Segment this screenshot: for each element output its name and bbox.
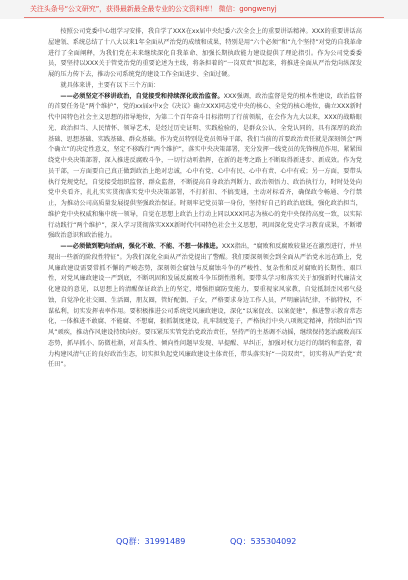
banner-divider — [24, 17, 384, 18]
top-banner — [0, 0, 408, 19]
section-1 — [48, 92, 362, 243]
section-1-heading: ——必须坚定不移讲政治，自觉接受和持续深化政治监督。 — [60, 92, 224, 100]
document-body — [48, 27, 362, 371]
summary-paragraph: 就具体来讲，主要有以下三个方面： — [60, 81, 160, 89]
section-2-body: XXX指出，“腐败和反腐败较量还在激烈进行，并呈现出一些新的阶段性特征”。为我们深化全面从严治党提出了警醒。我们要深刻领会到全面从严治党永远在路上，党风廉政建设需要常抓不懈的严峻态势，深刻领会腐蚀与反腐蚀斗争的严峻性、复杂性和反对腐败的长期性、艰巨性，对党风廉政建设一严到底，不断巩固和发展反腐败斗争压倒性胜利。要带头学习和落实关于加强新时代廉洁文化建设的意见，以思想上的清醒保证政治上的坚定，增强拒腐防变能力，要重视家风家教，自觉抵制歪风邪气侵蚀，自觉净化社交圈、生活圈，朋友圈，管好配偶、子女，严格要求身边工作人员，严明廉洁纪律，不搞特权，不谋私利，切实发挥表率作用。要积极推进公司系统党风廉政建设，深化“以案促改、以案促建”，推进警示教育常态化，一体推进不敢腐、不能腐、不想腐，狠抓制度建设，扎牢制度笼子，严格执行中央八项规定精神，持续纠治“四风”顽疾，推动作风建设持续向好。要压紧压实管党治党政治责任，坚持严的主基调不动摇，继续保持惩治腐败高压态势，抓早抓小、防微杜渐，对苗头性、倾向性问题早发现、早提醒、早纠正，加强对权力运行的制约和监督，着力构建风清气正的良好政治生态，切实担负起党风廉政建设主体责任，带头落实好“一岗双责”，切实将从严治党“责任田”。 — [48, 243, 362, 369]
section-1-body: XXX强调，政治监督是党的根本性建设，政治监督的首要任务是“两个维护”，党的xx届x中x会《决议》确立XXX同志党中央的核心、全党的核心地位，确立XXX新时代中国特色社会主义思想的指导地位，为第二个百年奋斗目标指明了行前领航，在会作为九大以来，XXX的战略眼光、政治担当、人民情怀、领导艺术，是经过历史证明、实践检验的，是群众公认、全党认同的，具有深厚的政治基础、思想基础、实践基础、群众基础。作为党员特别是党员领导干部，我们当前的首要政治责任就是深刻领会“两个确立”的决定性意义，坚定不移践行“两个维护”，落实中央决策部署，充分发挥一线党员的先锋模范作用，紧紧围绕党中央决策部署，深入推进反腐败斗争，一切行动听指挥，在新的赶考之路上不断取得新进步、新成效。作为党员干部，一方面要自己真正做到政治上绝对忠诚，心中有党、心中有民、心中有责、心中有戒；另一方面，要带头执行党规党纪，自觉接受组织监督、群众监督，不断提高自身政治判断力、政治领悟力、政治执行力，时时处处向党中央看齐，扎扎实实贯彻落实党中央决策部署，不打折扣、不搞变通，主动对标看齐，确保政令畅通、令行禁止，为推动公司高质量发展提供坚强政治保证。时刻牢记党员第一身份，坚持好自己的政治底线，强化政治担当，维护党中央权威和集中统一领导，自觉在思想上政治上行动上同以XXX同志为核心的党中央保持高度一致，以实际行动践行“两个维护”，深入学习贯彻落实XXX新时代中国特色社会主义思想，巩固深化党史学习教育成果，不断增强政治意识和政治能力。 — [48, 92, 363, 240]
footer-qq-group: QQ群：31991489 — [116, 537, 186, 546]
footer — [0, 536, 408, 550]
section-2 — [48, 242, 362, 371]
footer-qq-contact: QQ：535304092 — [230, 537, 297, 546]
section-2-heading: ——必须做到靶向治病，强化不敢、不能、不想一体推进。 — [60, 243, 222, 250]
banner-text: 关注头条号“公文研究”，获得最新最全最专业的公文资料库！ 微信：gongwenyj — [30, 5, 277, 13]
intro-paragraph: 按照公司党委中心组学习安排，我自学了XXX在xx届中央纪委六次全会上的重要讲话精神。XXX的重要讲话高屋建瓴、系统总结了十八大以来1年全面从严治党的成绩和成果，特别是用“六个必须”和“九个坚持”对党的自我革命进行了全面阐释，为我们党在未来继续深化自我革命、加强长期执政能力建设提供了理论指引。作为公司党委委员，要坚持以XXX关于管党治党的重要论述为主线，将条担着的“一岗双责”担起来，将推进全面从严治党向纵深发展的压力传下去，推动公司系统党的建设工作全面进步、全面过硬。 — [48, 28, 362, 78]
